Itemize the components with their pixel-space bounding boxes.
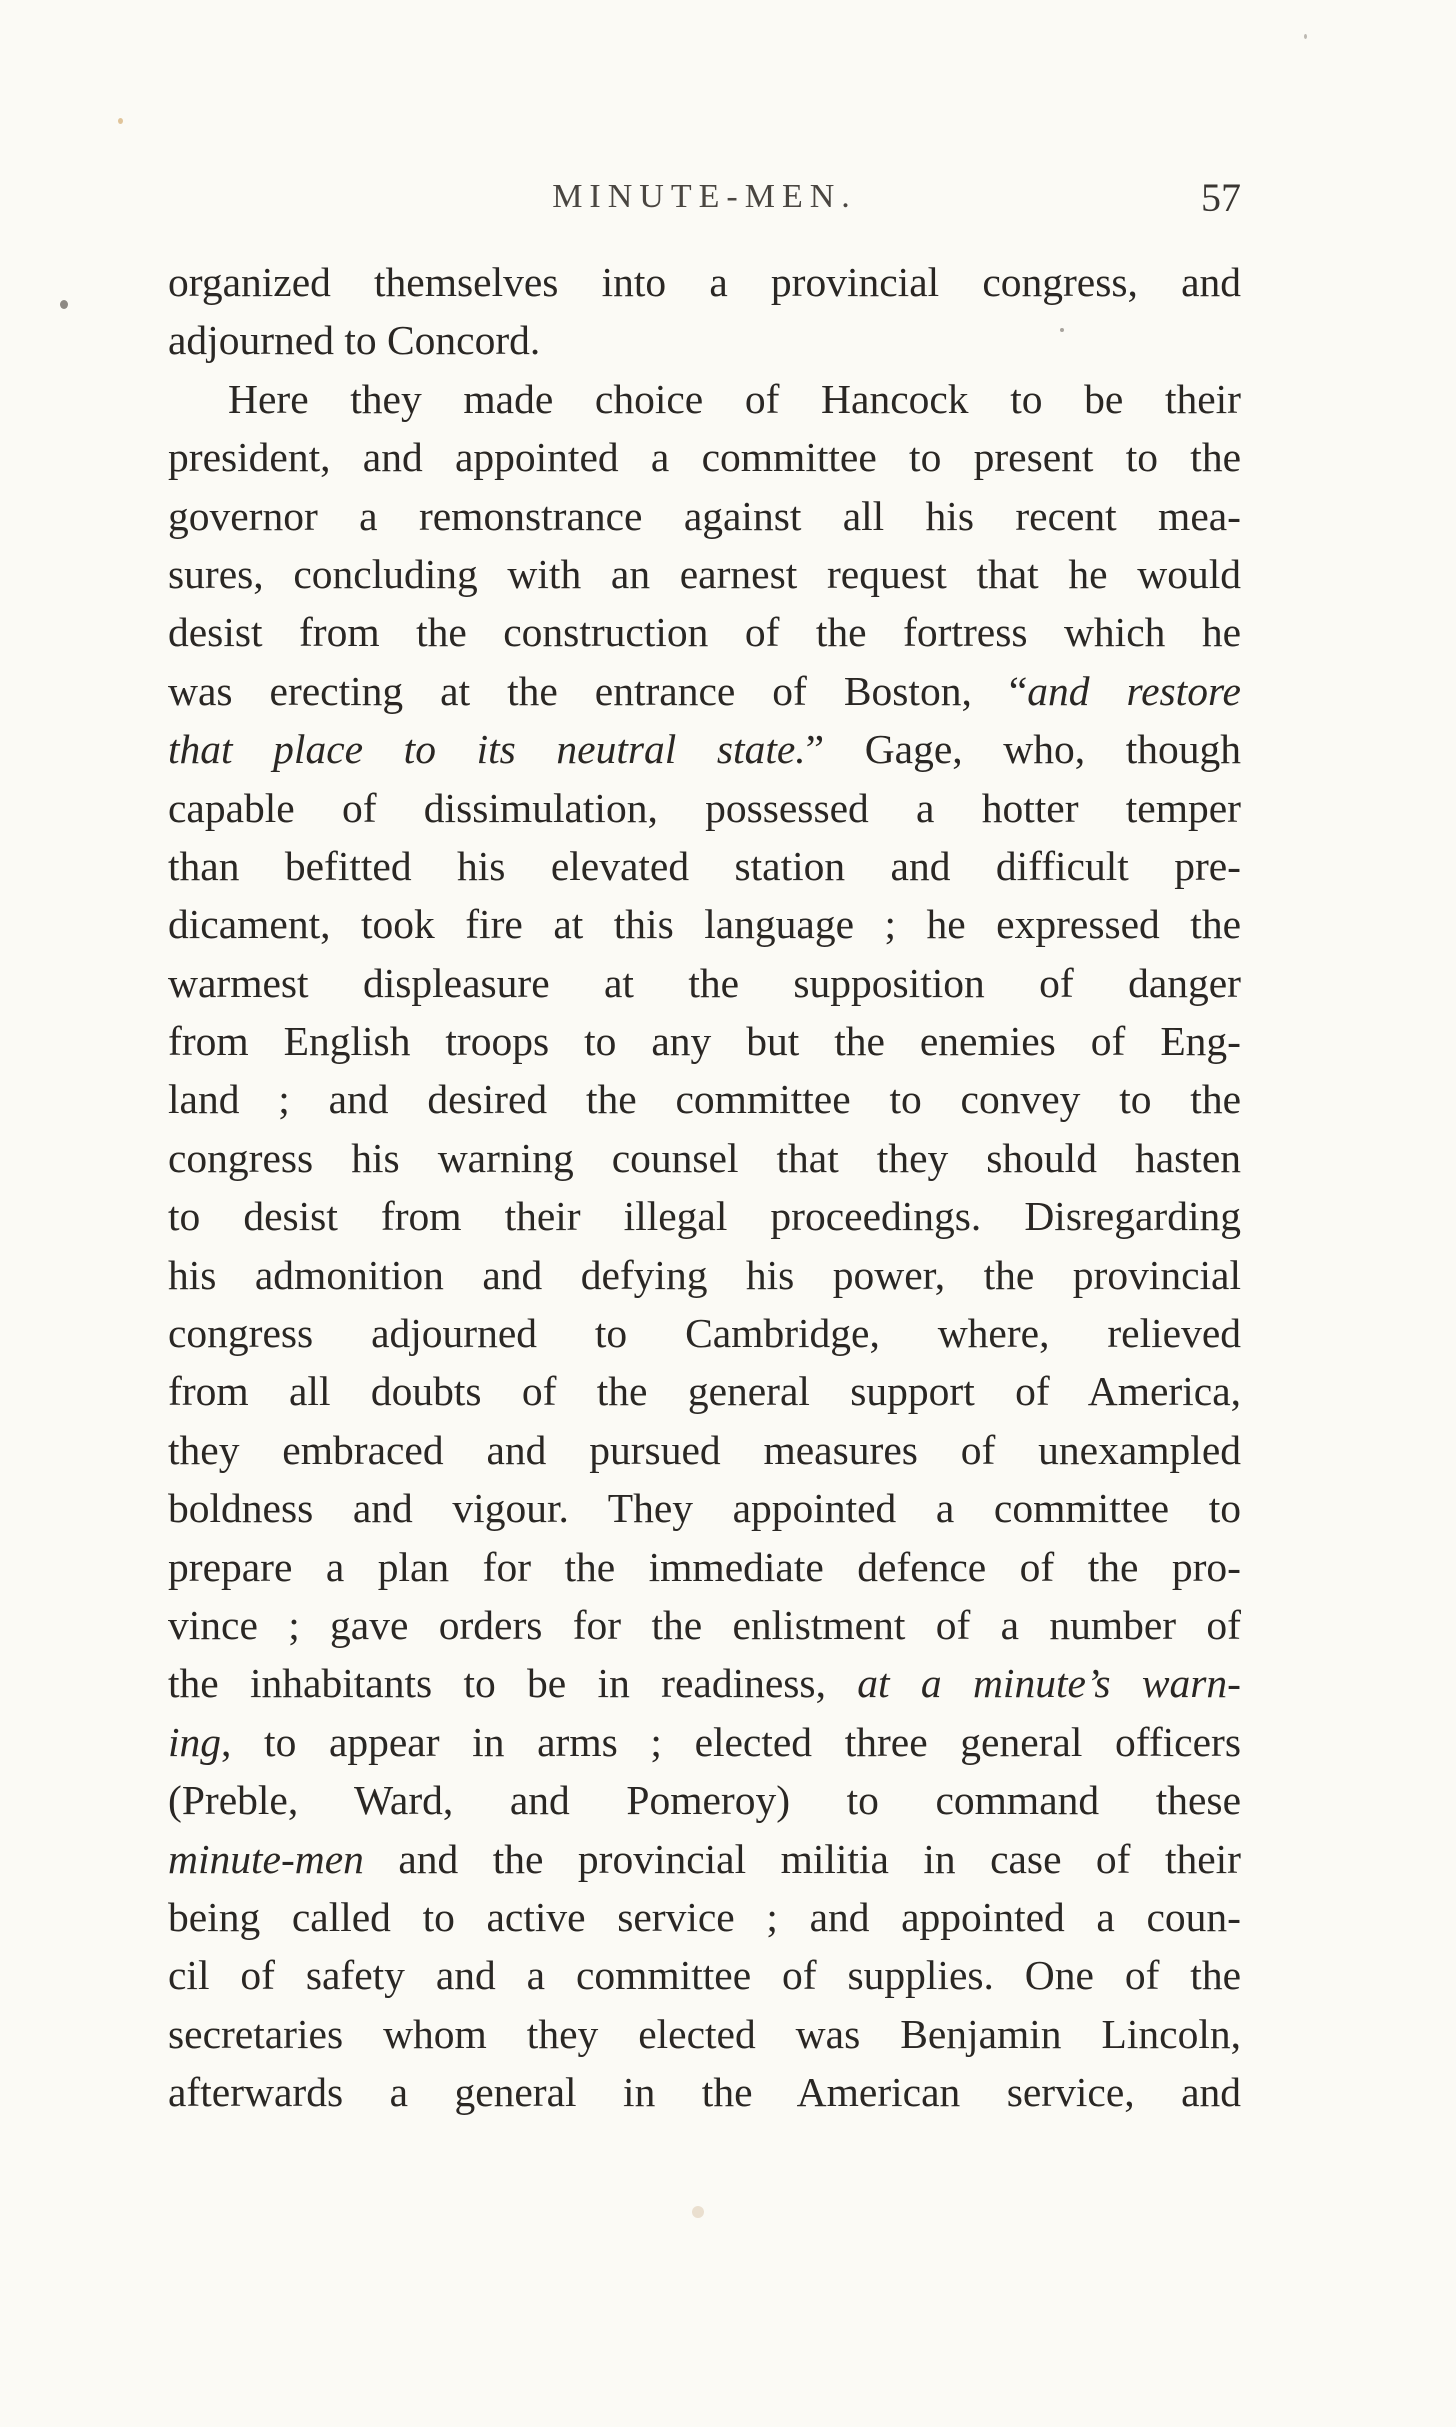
text-segment: his admonition and defying his power, the provincial [168,1251,1241,1298]
text-line [168,311,1241,369]
text-line [168,720,1241,778]
text-segment: from English troops to any but the enemies of Eng- [168,1018,1241,1065]
text-line [168,487,1241,545]
text-segment: and the provincial militia in case of their [363,1835,1241,1882]
text-segment: from all doubts of the general support of America, [168,1368,1241,1415]
paper-speck [60,300,68,309]
text-segment: they embraced and pursued measures of unexampled [168,1426,1241,1473]
text-segment: adjourned to Concord. [168,317,541,364]
text-segment: prepare a plan for the immediate defence of the pro- [168,1543,1241,1590]
italic-segment: and restore [1027,667,1241,714]
italic-segment: at a minute’s warn- [857,1660,1241,1707]
text-line [168,1479,1241,1537]
text-segment: boldness and vigour. They appointed a committee to [168,1485,1241,1532]
text-segment: land ; and desired the committee to convey to the [168,1076,1241,1123]
text-line [168,1888,1241,1946]
text-line [168,1070,1241,1128]
paper-speck [692,2206,704,2218]
text-line [168,1246,1241,1304]
text-segment: Here they made choice of Hancock to be their [228,375,1241,422]
body-text [168,253,1241,2122]
text-segment: being called to active service ; and appointed a coun- [168,1893,1241,1940]
text-line [168,1362,1241,1420]
text-segment: sures, concluding with an earnest request that he would [168,550,1241,597]
text-segment: to desist from their illegal proceedings. Disregarding [168,1193,1241,1240]
text-segment: secretaries whom they elected was Benjamin Lincoln, [168,2010,1241,2057]
text-line [168,603,1241,661]
text-segment: afterwards a general in the American service, and [168,2069,1241,2116]
text-segment: desist from the construction of the fortress which he [168,609,1241,656]
text-segment: was erecting at the entrance of Boston, “ [168,667,1028,714]
text-segment: organized themselves into a provincial congress, and [168,259,1241,305]
text-line [168,1596,1241,1654]
text-line [168,2063,1241,2121]
paper-speck [118,118,123,124]
text-segment: congress his warning counsel that they should hasten [168,1134,1241,1181]
italic-segment: ing [168,1718,222,1765]
italic-segment: minute-men [168,1835,364,1882]
text-line [168,428,1241,486]
text-line [168,253,1241,311]
running-head: MINUTE-MEN. [552,178,857,215]
text-line [168,2005,1241,2063]
page-header [168,175,1241,238]
text-segment: dicament, took fire at this language ; he expressed the [168,901,1241,948]
text-line [168,895,1241,953]
text-segment: governor a remonstrance against all his recent mea- [168,492,1241,539]
text-segment: president, and appointed a committee to present to the [168,434,1241,481]
text-segment: capable of dissimulation, possessed a hotter temper [168,784,1241,831]
text-line [168,1771,1241,1829]
text-line [168,1129,1241,1187]
text-line [168,545,1241,603]
text-segment: the inhabitants to be in readiness, [168,1660,858,1707]
text-line [168,1538,1241,1596]
text-segment: (Preble, Ward, and Pomeroy) to command these [168,1777,1241,1824]
text-line [168,1830,1241,1888]
text-line [168,837,1241,895]
text-line [168,1187,1241,1245]
italic-segment: that place to its neutral state. [168,726,806,773]
text-line [168,1946,1241,2004]
paper-speck [1060,328,1064,332]
text-line [168,1012,1241,1070]
text-line [168,370,1241,428]
text-segment: vince ; gave orders for the enlistment of a number of [168,1601,1241,1648]
page-number: 57 [1201,175,1241,220]
text-segment: ” Gage, who, though [805,726,1241,773]
text-segment: , to appear in arms ; elected three general officers [221,1718,1241,1765]
text-line [168,1421,1241,1479]
text-line [168,662,1241,720]
text-line [168,1304,1241,1362]
paper-speck [1304,34,1307,39]
text-segment: cil of safety and a committee of supplies. One of the [168,1952,1241,1999]
text-line [168,1654,1241,1712]
text-segment: congress adjourned to Cambridge, where, relieved [168,1310,1241,1357]
text-line [168,1713,1241,1771]
text-line [168,779,1241,837]
text-line [168,954,1241,1012]
text-segment: than befitted his elevated station and difficult pre- [168,842,1241,889]
text-segment: warmest displeasure at the supposition of danger [168,959,1241,1006]
